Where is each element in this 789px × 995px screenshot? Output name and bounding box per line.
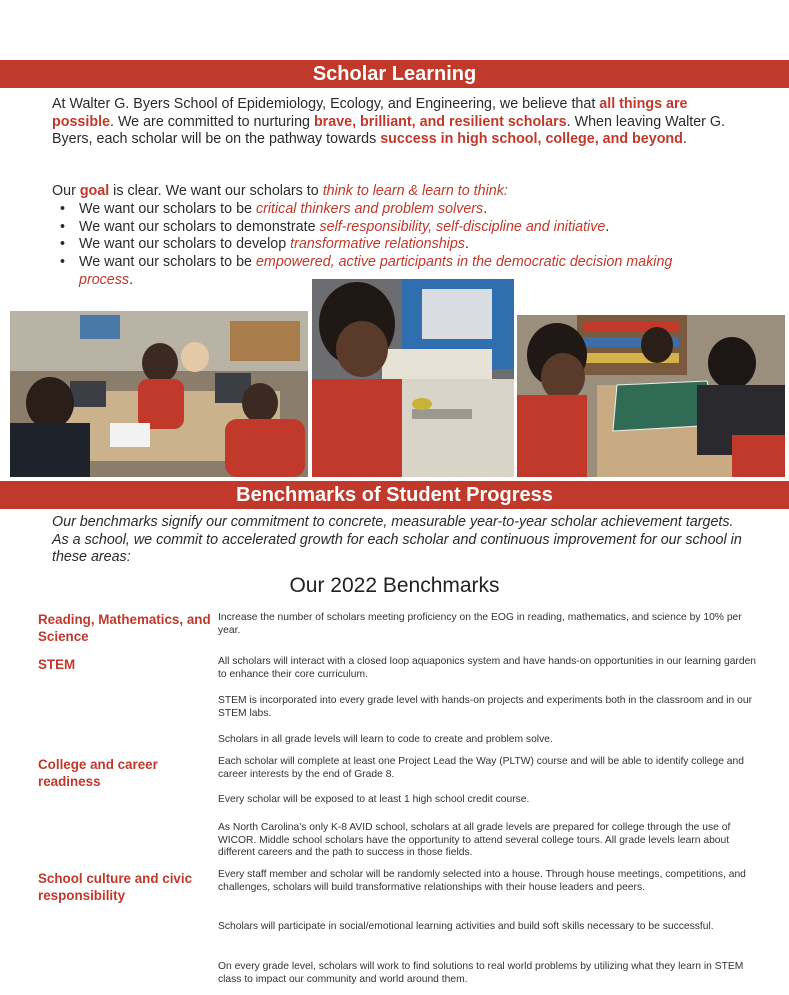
benchmarks-intro: Our benchmarks signify our commitment to concrete, measurable year-to-year scholar achievement targets. As a school, we commit to accelerated growth for each scholar and continuous improvement for our school in these areas: <box>52 514 742 566</box>
benchmark-item: On every grade level, scholars will work to find solutions to real world problems by utilizing what they learn in STEM class to impact our community and world around them. <box>218 961 744 985</box>
chess-game-photo <box>517 315 785 477</box>
benchmark-item: Scholars in all grade levels will learn to code to create and problem solve. <box>218 734 553 745</box>
benchmark-item: Each scholar will complete at least one Project Lead the Way (PLTW) course and will be able to identify college and career interests by the end of Grade 8. <box>218 756 744 780</box>
section-banner-benchmarks: Benchmarks of Student Progress <box>0 481 789 509</box>
benchmark-item: Scholars will participate in social/emotional learning activities and build soft skills necessary to be successful. <box>218 921 714 932</box>
benchmark-category: Reading, Mathematics, and Science <box>38 612 211 644</box>
benchmark-item: Every staff member and scholar will be randomly selected into a house. Through house meetings, competitions, and challenges, scholars will build transformative relationships with their house leaders and peers. <box>218 869 746 893</box>
benchmark-category: College and career readiness <box>38 757 158 789</box>
benchmarks-heading: Our 2022 Benchmarks <box>289 574 500 597</box>
section-banner-scholar-learning: Scholar Learning <box>0 60 789 88</box>
benchmark-item: STEM is incorporated into every grade level with hands-on projects and experiments both in the classroom and in our STEM labs. <box>218 695 753 719</box>
benchmark-item: Increase the number of scholars meeting proficiency on the EOG in reading, mathematics, and science by 10% per year. <box>218 612 742 636</box>
list-item: • We want our scholars to demonstrate self-responsibility, self-discipline and initiative. <box>60 219 720 237</box>
goals-list <box>60 201 720 290</box>
list-item: • We want our scholars to be empowered, active participants in the democratic decision making process. <box>60 254 720 289</box>
goal-statement: Our goal is clear. We want our scholars to think to learn & learn to think: <box>52 183 508 199</box>
list-item: • We want our scholars to be critical thinkers and problem solvers. <box>60 201 720 219</box>
science-equipment-photo <box>312 279 514 477</box>
benchmark-category: STEM <box>38 657 76 672</box>
benchmark-category: School culture and civic responsibility <box>38 871 193 903</box>
photo-strip <box>0 279 789 479</box>
benchmark-item: All scholars will interact with a closed loop aquaponics system and have hands-on opportunities in our learning garden to enhance their core curriculum. <box>218 656 757 680</box>
list-item: • We want our scholars to develop transformative relationships. <box>60 236 720 254</box>
classroom-laptops-photo <box>10 311 308 477</box>
benchmark-item: Every scholar will be exposed to at least 1 high school credit course. <box>218 794 530 805</box>
benchmark-item: As North Carolina's only K-8 AVID school, scholars at all grade levels are prepared for college through the use of WICOR. Middle school scholars have the opportunity to attend several college tours. All grade levels learn about different careers and the path to success in those fields. <box>218 822 731 859</box>
intro-paragraph: At Walter G. Byers School of Epidemiology, Ecology, and Engineering, we believe that all things are possible. We are committed to nurturing brave, brilliant, and resilient scholars. When leaving Walter G. Byers, each scholar will be on the pathway towards success in high school, college, and beyond. <box>52 96 726 148</box>
